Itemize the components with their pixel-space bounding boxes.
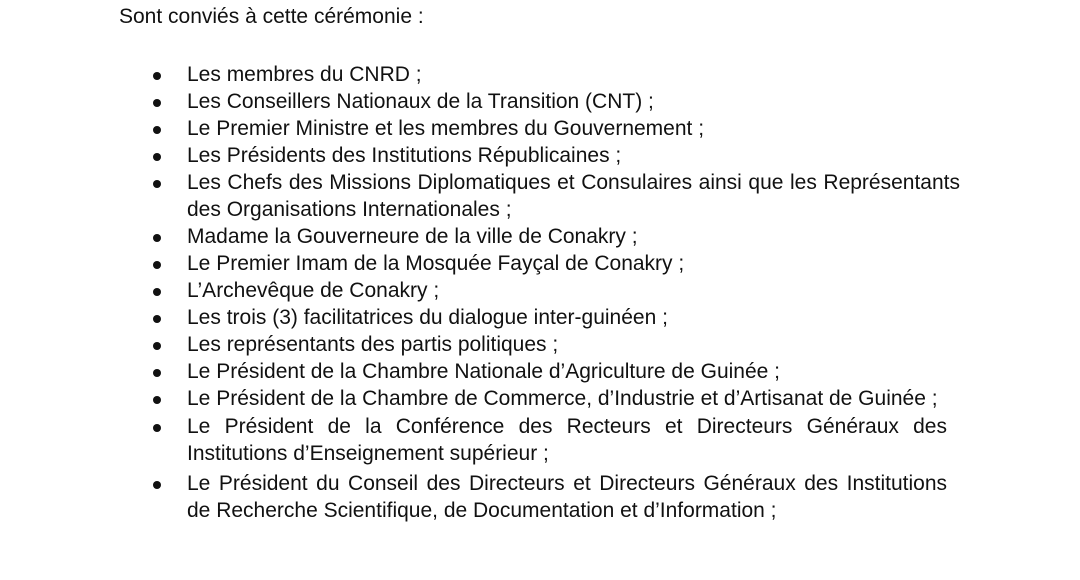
bullet-icon xyxy=(153,234,161,242)
list-item-text: Madame la Gouverneure de la ville de Conakry ; xyxy=(187,225,638,248)
list-item xyxy=(150,358,960,385)
list-item xyxy=(150,331,960,358)
list-item-text: Les Présidents des Institutions Républicaines ; xyxy=(187,144,622,167)
bullet-icon xyxy=(153,180,161,188)
bullet-icon xyxy=(153,369,161,377)
bullet-icon xyxy=(153,72,161,80)
list-item xyxy=(150,277,960,304)
list-item xyxy=(150,250,960,277)
bullet-icon xyxy=(153,126,161,134)
list-item-text: L’Archevêque de Conakry ; xyxy=(187,279,440,302)
bullet-icon xyxy=(153,315,161,323)
bullet-icon xyxy=(153,99,161,107)
list-item-text: Les membres du CNRD ; xyxy=(187,63,422,86)
list-item xyxy=(150,470,947,524)
list-item-text: Le Président de la Conférence des Recteurs et Directeurs Généraux des Institutions d’Enseignement supérieur ; xyxy=(187,415,947,465)
bullet-icon xyxy=(153,261,161,269)
list-item-text: Les Chefs des Missions Diplomatiques et Consulaires ainsi que les Représentants des Organisations Internationales ; xyxy=(187,171,960,221)
bullet-icon xyxy=(153,288,161,296)
intro-text: Sont conviés à cette cérémonie : xyxy=(119,5,424,28)
list-item-text: Le Premier Imam de la Mosquée Fayçal de Conakry ; xyxy=(187,252,685,275)
list-item xyxy=(150,385,960,412)
bullet-icon xyxy=(153,424,161,432)
list-item-text: Les représentants des partis politiques ; xyxy=(187,333,559,356)
invitee-list xyxy=(150,61,960,524)
list-item-text: Le Président du Conseil des Directeurs et Directeurs Généraux des Institutions de Recherche Scientifique, de Documentation et d’Information ; xyxy=(187,472,947,522)
bullet-icon xyxy=(153,342,161,350)
list-item xyxy=(150,169,960,223)
list-item xyxy=(150,223,960,250)
list-item-text: Le Président de la Chambre Nationale d’Agriculture de Guinée ; xyxy=(187,360,781,383)
list-item-text: Les trois (3) facilitatrices du dialogue inter-guinéen ; xyxy=(187,306,668,329)
list-item xyxy=(150,142,960,169)
list-item-text: Les Conseillers Nationaux de la Transition (CNT) ; xyxy=(187,90,654,113)
list-item xyxy=(150,88,960,115)
bullet-icon xyxy=(153,396,161,404)
list-item xyxy=(150,115,960,142)
list-item xyxy=(150,61,960,88)
bullet-icon xyxy=(153,481,161,489)
list-item-text: Le Président de la Chambre de Commerce, d’Industrie et d’Artisanat de Guinée ; xyxy=(187,387,938,410)
list-item xyxy=(150,304,960,331)
bullet-icon xyxy=(153,153,161,161)
list-item xyxy=(150,413,947,467)
list-item-text: Le Premier Ministre et les membres du Gouvernement ; xyxy=(187,117,705,140)
